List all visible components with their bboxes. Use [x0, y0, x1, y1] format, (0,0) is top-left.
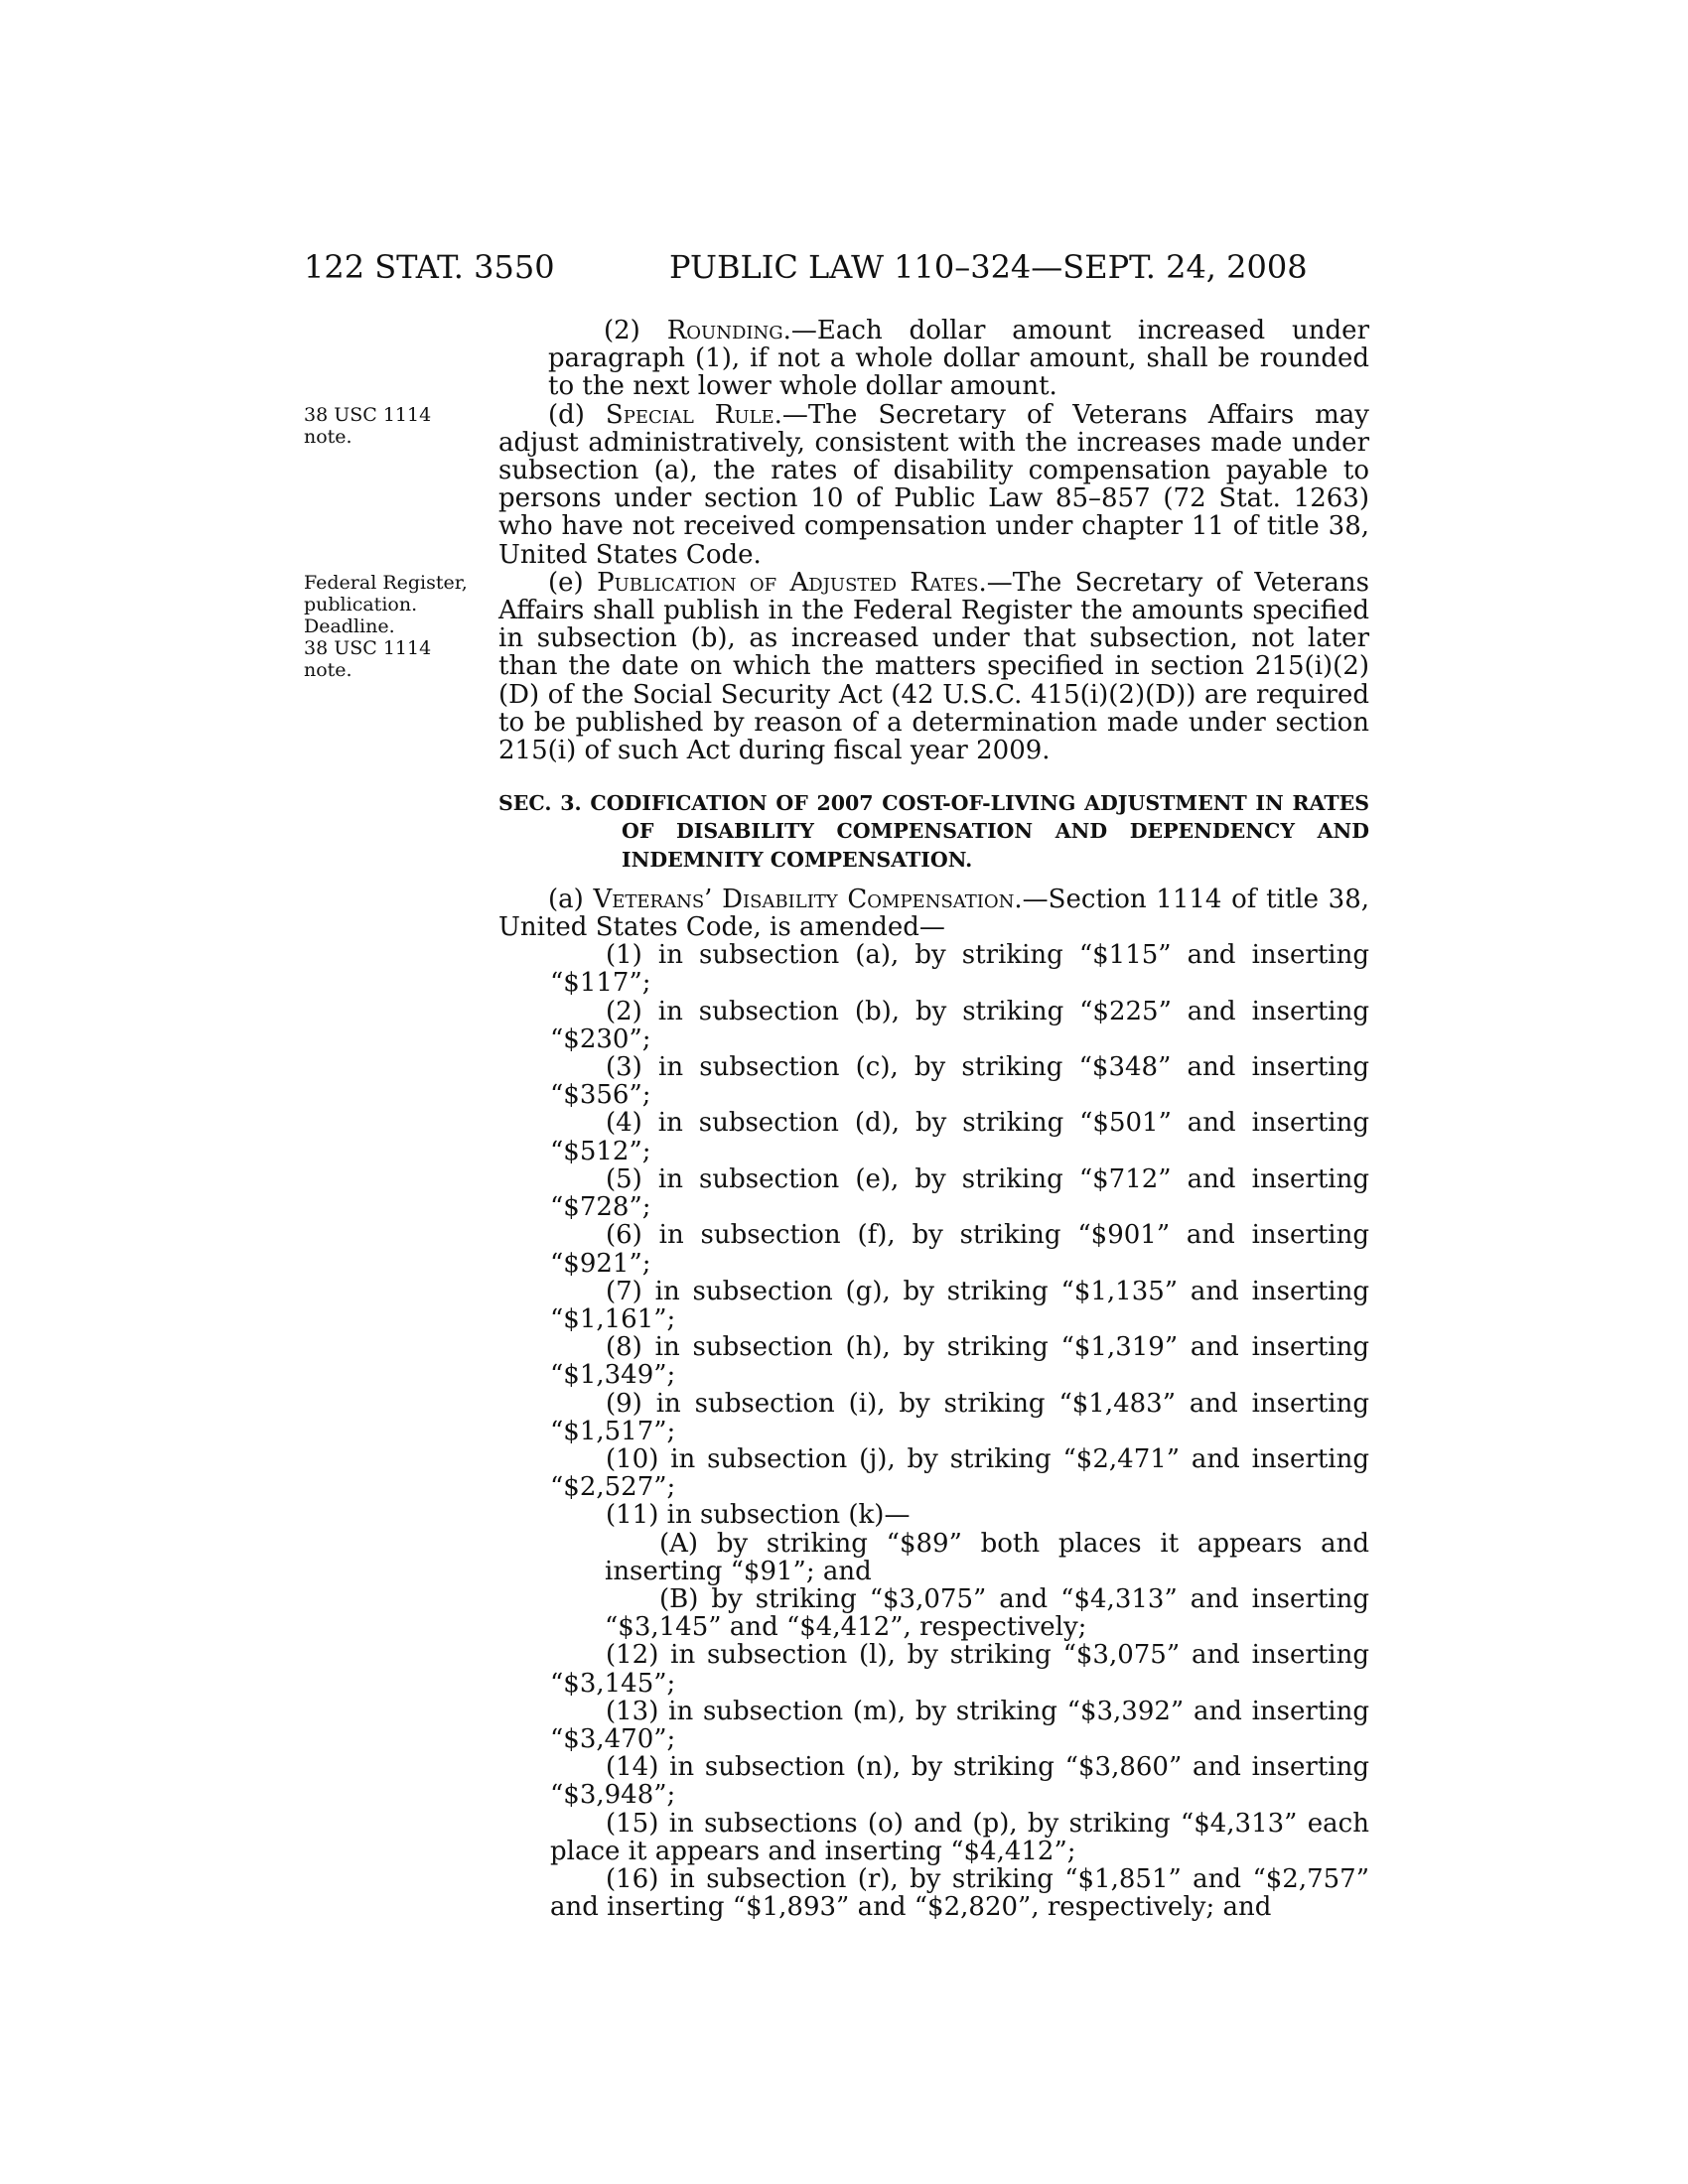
statute-page-reference: 122 STAT. 3550: [304, 248, 555, 286]
paragraph-heading: Rounding: [666, 316, 783, 345]
paragraph-veterans-disability: [498, 886, 1369, 941]
page-header: [304, 248, 1366, 288]
paragraph-text: .—Each dollar amount increased under paragraph (1), if not a whole dollar amount, shall be rounded to the next lower whole dollar amount.: [548, 316, 1369, 402]
sub-list-item: (A) by striking “$89” both places it appears and inserting “$91”; and: [605, 1528, 1369, 1586]
list-item: (14) in subsection (n), by striking “$3,860” and inserting “$3,948”;: [550, 1752, 1369, 1811]
list-item: (4) in subsection (d), by striking “$501” and inserting “$512”;: [550, 1108, 1369, 1166]
paragraph-number: (a): [548, 884, 584, 914]
paragraph-text: .—The Secretary of Veterans Affairs shall publish in the Federal Register the amounts specified in subsection (b), as increased under that subsection, not later than the date on which the matters specified in section 215(i)(2)(D) of the Social Security Act (42 U.S.C. 415(i)(2)(D)) are required to be published by reason of a determination made under section 215(i) of such Act during fiscal year 2009.: [498, 567, 1369, 766]
paragraph-heading: Publication of Adjusted Rates: [597, 567, 979, 598]
list-item: (7) in subsection (g), by striking “$1,135” and inserting “$1,161”;: [550, 1276, 1369, 1334]
list-item: (3) in subsection (c), by striking “$348” and inserting “$356”;: [550, 1052, 1369, 1111]
list-item: (8) in subsection (h), by striking “$1,319” and inserting “$1,349”;: [550, 1332, 1369, 1391]
paragraph-text: .—Section 1114 of title 38, United States Code, is amended—: [498, 884, 1370, 943]
list-item: (13) in subsection (m), by striking “$3,392” and inserting “$3,470”;: [550, 1696, 1369, 1754]
list-item: (12) in subsection (l), by striking “$3,075” and inserting “$3,145”;: [550, 1640, 1369, 1699]
paragraph-number: (d): [548, 399, 585, 430]
paragraph-special-rule: [498, 401, 1369, 569]
list-item: (11) in subsection (k)—: [606, 1500, 911, 1531]
list-item: (5) in subsection (e), by striking “$712” and inserting “$728”;: [550, 1163, 1369, 1223]
margin-note-line: Federal Register,: [304, 572, 468, 594]
margin-note-line: 38 USC 1114: [304, 637, 432, 659]
list-item: (2) in subsection (b), by striking “$225” and inserting “$230”;: [550, 996, 1369, 1054]
margin-note-line: note.: [304, 659, 352, 681]
public-law-title: PUBLIC LAW 110–324—SEPT. 24, 2008: [669, 248, 1308, 286]
margin-note-line: 38 USC 1114: [304, 404, 432, 426]
margin-note-line: Deadline.: [304, 615, 395, 637]
paragraph-heading: Special Rule: [605, 399, 774, 430]
list-item: (10) in subsection (j), by striking “$2,471” and inserting “$2,527”;: [550, 1443, 1369, 1503]
list-item: (16) in subsection (r), by striking “$1,851” and “$2,757” and inserting “$1,893” and “$2,820”, respectively; and: [550, 1863, 1369, 1923]
section-3-heading: SEC. 3. CODIFICATION OF 2007 COST-OF-LIVING ADJUSTMENT IN RATES OF DISABILITY COMPENSATION AND DEPENDENCY AND INDEMNITY COMPENSATION.: [498, 791, 1369, 872]
paragraph-text: .—The Secretary of Veterans Affairs may adjust administratively, consistent with the increases made under subsection (a), the rates of disability compensation payable to persons under section 10 of Public Law 85–857 (72 Stat. 1263) who have not received compensation under chapter 11 of title 38, United States Code.: [498, 399, 1369, 570]
paragraph-rounding: [498, 317, 1369, 401]
list-item: (9) in subsection (i), by striking “$1,483” and inserting “$1,517”;: [550, 1388, 1369, 1446]
paragraph-number: (e): [548, 567, 584, 598]
margin-note-federal-register: [304, 572, 468, 681]
sub-list-item: (B) by striking “$3,075” and “$4,313” and inserting “$3,145” and “$4,412”, respectively;: [605, 1583, 1369, 1643]
margin-note-usc-1114: [304, 404, 453, 448]
paragraph-publication: [498, 569, 1369, 764]
list-item: (6) in subsection (f), by striking “$901” and inserting “$921”;: [550, 1220, 1369, 1279]
main-text: [498, 317, 1369, 1921]
paragraph-heading: Veterans’ Disability Compensation: [593, 884, 1015, 914]
list-item: (1) in subsection (a), by striking “$115” and inserting “$117”;: [550, 940, 1369, 999]
list-item: (15) in subsections (o) and (p), by striking “$4,313” each place it appears and inserting “$4,412”;: [550, 1808, 1369, 1866]
margin-note-line: note.: [304, 426, 352, 448]
margin-note-line: publication.: [304, 594, 418, 615]
paragraph-number: (2): [604, 316, 640, 345]
